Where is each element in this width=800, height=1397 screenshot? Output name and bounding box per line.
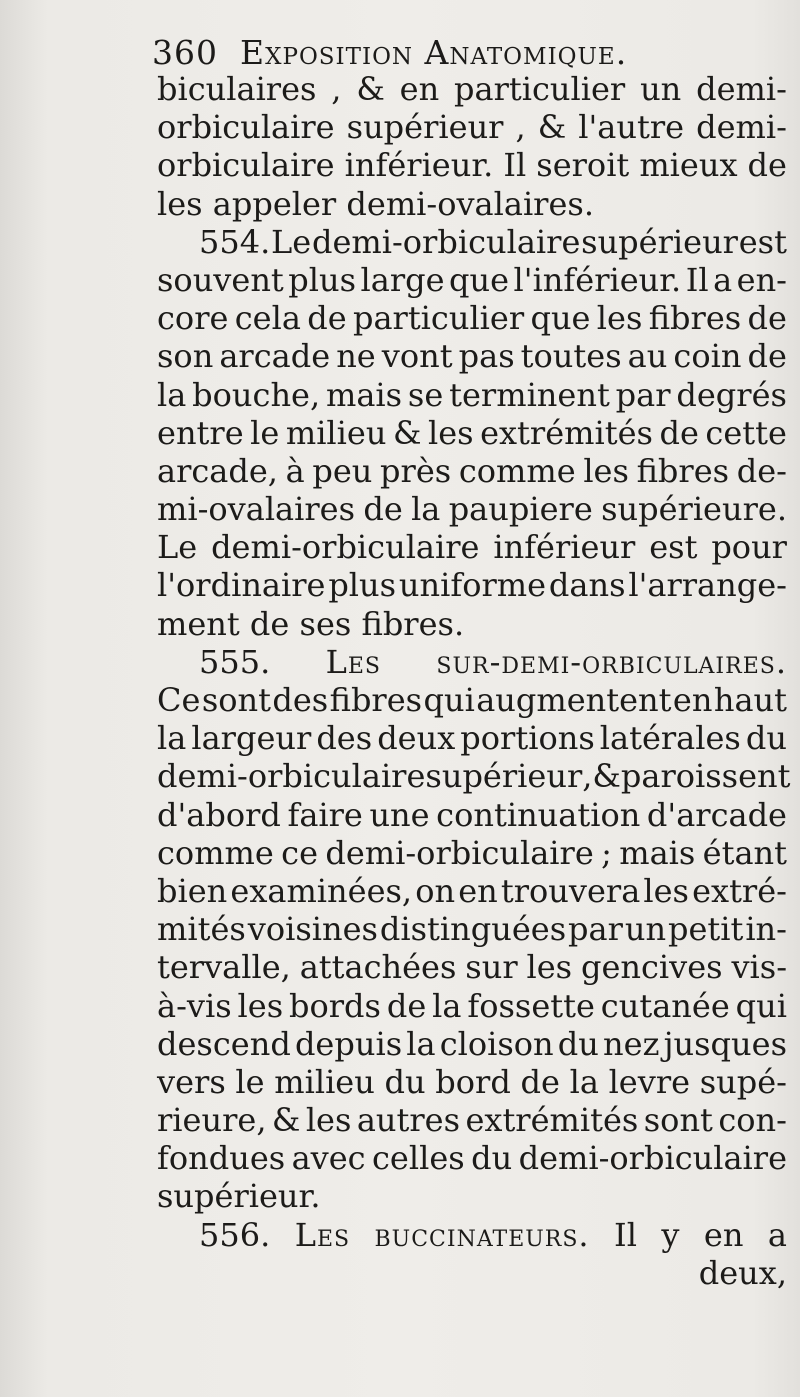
word: Le (157, 528, 198, 567)
word: la (411, 490, 441, 529)
word: supé- (699, 1062, 787, 1101)
word: haut (713, 681, 787, 719)
word: augmentent (476, 681, 672, 719)
word: y (661, 1215, 680, 1254)
word: supérieure. (601, 490, 787, 529)
word: les (427, 413, 474, 452)
word: Les (294, 1215, 351, 1254)
word: plus (328, 566, 397, 605)
word: les (643, 871, 689, 910)
word: Il (614, 1215, 637, 1254)
word: la (432, 986, 462, 1025)
text-line (157, 1139, 787, 1177)
word: seroit (536, 146, 630, 185)
word: que (449, 260, 510, 299)
word: est (738, 222, 787, 261)
word: mais (326, 375, 403, 414)
word: les (237, 986, 284, 1025)
word: & (271, 1101, 301, 1140)
word: fondues (157, 1139, 286, 1178)
text-line (157, 185, 787, 223)
word: l'ordinaire (157, 566, 326, 605)
text-line (157, 70, 787, 108)
word: particulier (352, 299, 525, 338)
word: vers (157, 1062, 226, 1101)
word: demi-orbiculaire (157, 757, 426, 796)
word: Le (271, 222, 312, 261)
text-line (157, 1101, 787, 1139)
word: est (649, 528, 698, 567)
word: sur-demi-orbiculaires. (436, 642, 787, 681)
word: attachées (299, 948, 457, 987)
word: au (627, 337, 668, 376)
word: se (407, 375, 444, 414)
page-number: 360 (152, 33, 218, 72)
word: les (526, 948, 573, 987)
word: comme (458, 451, 576, 490)
word: par (615, 375, 671, 414)
word: la (569, 1062, 599, 1101)
word: demi-ovalaires. (346, 184, 594, 223)
word: demi- (696, 70, 787, 108)
word: uniforme (398, 566, 547, 605)
word: sont (643, 1101, 713, 1140)
word: demi- (696, 108, 787, 147)
word: on (415, 871, 456, 910)
word: depuis (294, 1024, 403, 1063)
word: voisines (247, 910, 378, 949)
word: l'inférieur. (513, 260, 682, 299)
word: du (745, 719, 787, 758)
word: d'arcade (646, 795, 787, 834)
word: extré- (692, 871, 787, 910)
word: bouche, (192, 375, 321, 414)
word: jusques (663, 1024, 787, 1063)
word: la (157, 375, 187, 414)
word: ; (601, 833, 612, 872)
word: faire (287, 795, 363, 834)
text-line (157, 223, 787, 261)
word: , (582, 757, 593, 796)
word: & (592, 757, 621, 796)
word: degrés (676, 375, 787, 414)
text-line (157, 1177, 787, 1215)
word: du (557, 1024, 599, 1063)
word: entre (157, 413, 244, 452)
word: en (458, 871, 498, 910)
word: appeler (212, 184, 337, 223)
word: des (316, 719, 373, 758)
text-line (157, 337, 787, 375)
word: sur (465, 948, 518, 987)
text-line (157, 643, 787, 681)
word: portions (460, 719, 595, 758)
text-line (157, 1025, 787, 1063)
word: core (157, 299, 229, 338)
word: bien (157, 871, 228, 910)
text-line (157, 757, 791, 796)
word: de (747, 146, 787, 185)
word: mités (157, 910, 246, 949)
word: arcade (219, 337, 331, 376)
text-line (157, 796, 787, 834)
word: les (157, 184, 203, 223)
text-line (157, 605, 787, 643)
word: & (392, 413, 422, 452)
word: mi-ovalaires (157, 490, 356, 529)
text-line (157, 414, 787, 452)
text-line (157, 108, 787, 146)
text-line (157, 1254, 787, 1292)
word: deux, (698, 1253, 787, 1292)
word: bords (289, 986, 381, 1025)
body-text (157, 70, 791, 1292)
word: descend (157, 1024, 291, 1063)
text-line (157, 1063, 787, 1101)
word: ne (336, 337, 376, 376)
word: extrémités (480, 413, 653, 452)
word: rieure, (157, 1101, 267, 1140)
word: demi-orbiculaire (211, 528, 480, 567)
word: en (703, 1215, 744, 1254)
word: d'abord (157, 795, 281, 834)
word: supérieur (425, 757, 583, 796)
word: le (235, 1062, 265, 1101)
word: trouvera (500, 871, 641, 910)
word: largeur (191, 719, 312, 758)
word: cela (234, 299, 301, 338)
word: qui (423, 681, 475, 719)
word: terminent (449, 375, 610, 414)
word: de (307, 299, 347, 338)
text-line (157, 1216, 787, 1254)
word: celles (372, 1139, 465, 1178)
text-line (157, 490, 787, 528)
word: 556. (199, 1215, 271, 1254)
word: , (331, 70, 342, 108)
word: souvent (157, 260, 284, 299)
word: plus (288, 260, 357, 299)
word: les (305, 1101, 352, 1140)
word: fibres (648, 299, 742, 338)
word: paroissent (620, 757, 791, 796)
word: , (515, 108, 526, 147)
word: dans (548, 566, 626, 605)
word: le (250, 413, 280, 452)
word: demi-orbiculaire (325, 833, 594, 872)
word: les (583, 451, 629, 490)
word: buccinateurs. (374, 1215, 590, 1254)
running-title: Exposition Anatomique. (240, 33, 628, 72)
word: inférieur (493, 528, 636, 567)
text-line (157, 299, 787, 337)
word: milieu (274, 1062, 375, 1101)
word: un (640, 70, 682, 108)
text-line (157, 566, 787, 604)
word: cette (705, 413, 787, 452)
word: large (360, 260, 445, 299)
word: l'arrange- (628, 566, 787, 605)
word: un (624, 910, 667, 949)
word: de (386, 986, 427, 1025)
word: orbiculaire (157, 146, 335, 185)
word: en- (736, 260, 787, 299)
word: extrémités (465, 1101, 639, 1140)
word: coin (673, 337, 742, 376)
word: toutes (520, 337, 622, 376)
word: ses (299, 604, 352, 643)
word: particulier (454, 70, 626, 108)
text-line (157, 146, 787, 184)
word: à (285, 451, 305, 490)
word: cloison (439, 1024, 554, 1063)
word: gencives (580, 948, 723, 987)
word: autres (356, 1101, 461, 1140)
word: biculaires (157, 70, 317, 108)
word: a (713, 260, 733, 299)
word: con- (718, 1101, 787, 1140)
word: continuation (436, 795, 641, 834)
text-line (157, 681, 787, 719)
word: a (767, 1215, 787, 1254)
word: & (356, 70, 385, 108)
word: levre (608, 1062, 691, 1101)
word: bord (435, 1062, 511, 1101)
word: de (747, 299, 787, 338)
word: arcade, (157, 451, 278, 490)
word: & (537, 108, 567, 147)
word: Ce (157, 681, 201, 719)
word: milieu (285, 413, 387, 452)
text-line (157, 452, 787, 490)
word: distinguées (379, 910, 567, 949)
word: du (471, 1139, 513, 1178)
word: 555. (199, 642, 271, 681)
word: cutanée (600, 986, 730, 1025)
text-line (157, 987, 787, 1025)
word: avec (291, 1139, 366, 1178)
word: vis- (731, 948, 787, 987)
word: en (399, 70, 440, 108)
word: paupiere (448, 490, 593, 529)
word: une (369, 795, 430, 834)
text-line (157, 376, 787, 414)
word: fibres (329, 681, 423, 719)
word: petit (668, 910, 744, 949)
word: de (659, 413, 699, 452)
word: orbiculaire (157, 108, 335, 147)
word: pas (458, 337, 515, 376)
word: Les (325, 642, 382, 681)
word: pour (711, 528, 787, 567)
text-line (157, 910, 787, 948)
word: fibres (636, 451, 730, 490)
word: de- (736, 451, 787, 490)
word: sont (201, 681, 271, 719)
word: in- (745, 910, 787, 949)
word: inférieur. (344, 146, 494, 185)
text-line (157, 872, 787, 910)
word: fossette (467, 986, 595, 1025)
word: ce (281, 833, 319, 872)
word: tervalle, (157, 948, 291, 987)
word: supérieur (581, 222, 738, 261)
word: ment (157, 604, 240, 643)
word: de (249, 604, 290, 643)
word: deux (377, 719, 456, 758)
word: étant (702, 833, 787, 872)
word: examinées, (230, 871, 413, 910)
text-line (157, 719, 787, 757)
word: du (384, 1062, 426, 1101)
word: par (568, 910, 623, 949)
word: peu (312, 451, 373, 490)
word: la (157, 719, 187, 758)
word: de (747, 337, 787, 376)
word: latérales (599, 719, 741, 758)
word: que (530, 299, 591, 338)
word: vont (381, 337, 453, 376)
word: l'autre (578, 108, 685, 147)
word: nez (603, 1024, 660, 1063)
word: Il (685, 260, 709, 299)
word: son (157, 337, 214, 376)
word: de (363, 490, 403, 529)
text-line (157, 528, 787, 566)
running-header (152, 33, 792, 73)
word: près (380, 451, 452, 490)
word: comme (157, 833, 274, 872)
word: Il (503, 146, 527, 185)
word: mieux (639, 146, 738, 185)
word: qui (735, 986, 787, 1025)
text-line (157, 834, 787, 872)
word: de (520, 1062, 560, 1101)
word: 554. (199, 222, 271, 261)
word: demi-orbiculaire (311, 222, 581, 261)
word: mais (619, 833, 696, 872)
text-line (157, 948, 787, 986)
word: les (596, 299, 643, 338)
word: en (672, 681, 713, 719)
word: des (272, 681, 329, 719)
word: à-vis (157, 986, 232, 1025)
word: fibres. (361, 604, 465, 643)
text-line (157, 261, 787, 299)
word: supérieur. (157, 1177, 321, 1216)
word: la (406, 1024, 436, 1063)
word: demi-orbiculaire (518, 1139, 787, 1178)
word: supérieur (346, 108, 504, 147)
